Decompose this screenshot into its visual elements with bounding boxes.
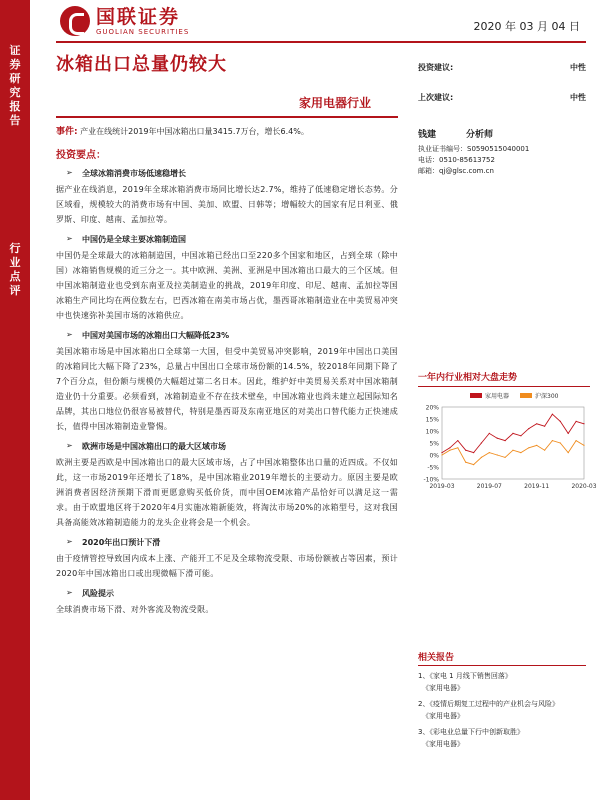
data-point — [457, 440, 458, 441]
related-report-source: 《家用电器》 — [422, 712, 464, 720]
analyst-license: 执业证书编号：S0590515040001 — [418, 145, 530, 153]
related-divider — [418, 665, 586, 666]
data-point — [583, 445, 584, 446]
y-tick-label: 0% — [429, 452, 439, 460]
rating-current: 投资建议: 中性 — [418, 63, 586, 72]
analyst-name: 钱建 — [418, 130, 437, 140]
data-point — [481, 442, 482, 443]
header — [0, 0, 600, 44]
y-tick-label: -10% — [423, 476, 439, 484]
related-heading: 相关报告 — [418, 653, 455, 663]
data-point — [473, 464, 474, 465]
event-summary — [56, 124, 398, 140]
data-point — [576, 421, 577, 422]
data-point — [528, 428, 529, 429]
analyst-role: 分析师 — [466, 130, 494, 140]
section-title: ➢ 风险提示 — [82, 588, 398, 599]
logo — [60, 6, 189, 36]
section-text: 全球消费市场下滑、对外客流及物流受限。 — [56, 605, 214, 614]
data-point — [505, 440, 506, 441]
section-text: 据产业在线消息，2019年全球冰箱消费市场同比增长达2.7%，维持了低速稳定增长态势。分区域看，规模较大的消费市场有中国、美加、欧盟、日韩等；增幅较大的国家有尼日利亚、俄罗斯、印度、越南、孟加拉等。 — [56, 185, 398, 224]
data-point — [552, 440, 553, 441]
rating-box — [418, 50, 586, 110]
section-text: 中国仍是全球最大的冰箱制造国，中国冰箱已经出口至220多个国家和地区，占到全球（除中国）冰箱销售规模的近三分之一。其中欧洲、美洲、亚洲是中国冰箱出口最大的三个区域。但中国冰箱制造业也受到东南亚及拉美制造业的挑战，2019年印度、印尼、越南、孟加拉等国冰箱生产同比均在两位数左右，巴西冰箱在南美市场占优，墨西哥冰箱制造业在中美贸易冲突中也快速弥补美国市场的冰箱供应。 — [56, 251, 398, 320]
series-line-2 — [442, 441, 584, 465]
legend-swatch — [470, 393, 482, 398]
logo-name-cn: 国联证券 — [96, 6, 181, 28]
section-text: 美国冰箱市场是中国冰箱出口全球第一大国，但受中美贸易冲突影响，2019年中国出口美国的冰箱同比大幅下降了23%，总量占中国出口全球市场份额的14.5%，较2018年同期下降了7个百分点，但份额与规模仍大幅超过第二名日本。因此，维护好中美贸易关系对中国冰箱制造业仍十分重要。必须看到，冰箱制造业不存在技术壁垒，中国冰箱业也尚未建立起国际知名品牌，其出口地位仍很容易被替代，特别是墨西哥及东南亚地区的对美出口替代能力正快速成长，值得中国冰箱制造业警惕。 — [56, 347, 398, 431]
y-tick-label: 5% — [429, 440, 439, 448]
plot-area — [442, 407, 584, 479]
logo-name-en: GUOLIAN SECURITIES — [96, 28, 190, 36]
relative-performance-chart — [418, 372, 597, 498]
sidebar-label-review: 行业点评 — [9, 242, 21, 297]
data-point — [536, 423, 537, 424]
data-point — [520, 452, 521, 453]
sidebar-label-research: 证券研究报告 — [9, 44, 21, 127]
data-point — [449, 447, 450, 448]
section-text: 欧洲主要是西欧是中国冰箱出口的最大区域市场，占了中国冰箱整体出口量的近四成。不仅如此，这一市场2019年还增长了18%，是中国冰箱业2019年增长的主要动力。原因主要是欧洲消费者因经济预期下滑而更愿意购买低价货，而中国OEM冰箱产品恰好可以满足这一需求。由于欧盟地区将于2020年4月实施冰箱新能效，将淘汰市场20%的冰箱型号，这对我国具备高能效冰箱制造能力的龙头企业将会是一个机会。 — [56, 458, 398, 527]
data-point — [583, 423, 584, 424]
related-report-link[interactable]: 3、《彩电业总量下行中创新取胜》 — [418, 728, 524, 736]
legend-label: 家用电器 — [485, 393, 510, 400]
title-divider — [56, 116, 398, 118]
logo-icon — [60, 6, 90, 36]
related-reports — [418, 650, 586, 754]
event-label: 事件: — [56, 127, 78, 137]
data-point — [441, 452, 442, 453]
data-point — [481, 457, 482, 458]
data-point — [441, 454, 442, 455]
report-title: 冰箱出口总量仍较大 — [56, 54, 227, 75]
x-tick-label: 2019-07 — [476, 483, 502, 490]
report-date: 2020 年 03 月 04 日 — [473, 20, 580, 33]
legend-swatch — [520, 393, 532, 398]
data-point — [536, 445, 537, 446]
x-tick-label: 2020-03 — [571, 483, 597, 490]
chart-svg — [418, 387, 597, 497]
data-point — [449, 450, 450, 451]
industry-name: 家用电器行业 — [299, 96, 372, 110]
section-text: 由于疫情管控导致国内成本上涨、产能开工不足及全球物流受限、市场份额被占等因素，预计2020年中国冰箱出口或出现微幅下滑可能。 — [56, 554, 398, 578]
data-point — [552, 414, 553, 415]
data-point — [473, 452, 474, 453]
data-point — [576, 440, 577, 441]
data-point — [497, 454, 498, 455]
data-point — [568, 452, 569, 453]
data-point — [560, 421, 561, 422]
y-tick-label: 10% — [425, 428, 439, 436]
analyst-phone: 电话：0510-85613752 — [418, 156, 495, 164]
section-title: ➢ 中国对美国市场的冰箱出口大幅降低23% — [82, 330, 398, 341]
rating-previous: 上次建议: 中性 — [418, 93, 586, 102]
data-point — [505, 457, 506, 458]
data-point — [465, 450, 466, 451]
related-report-link[interactable]: 2、《疫情后期复工过程中的产业机会与风险》 — [418, 700, 559, 708]
main-content — [56, 124, 398, 617]
data-point — [544, 450, 545, 451]
data-point — [497, 438, 498, 439]
key-points-heading: 投资要点： — [56, 150, 106, 161]
header-divider — [56, 41, 586, 43]
data-point — [544, 426, 545, 427]
related-report-link[interactable]: 1、《家电 1 月线下销售回落》 — [418, 672, 512, 680]
related-report-source: 《家用电器》 — [422, 740, 464, 748]
analyst-email[interactable]: 邮箱：qj@glsc.com.cn — [418, 167, 494, 175]
data-point — [465, 462, 466, 463]
y-tick-label: 15% — [425, 416, 439, 424]
data-point — [520, 435, 521, 436]
data-point — [512, 450, 513, 451]
analyst-info — [418, 130, 586, 177]
data-point — [560, 442, 561, 443]
section-title: ➢ 全球冰箱消费市场低速稳增长 — [82, 168, 398, 179]
legend-label: 沪深300 — [535, 393, 559, 400]
x-tick-label: 2019-11 — [524, 483, 550, 490]
section-title: ➢ 中国仍是全球主要冰箱制造国 — [82, 234, 398, 245]
data-point — [528, 447, 529, 448]
event-text: 产业在线统计2019年中国冰箱出口量3415.7万台，增长6.4%。 — [80, 127, 309, 136]
data-point — [568, 433, 569, 434]
x-tick-label: 2019-03 — [429, 483, 455, 490]
y-tick-label: -5% — [427, 464, 439, 472]
data-point — [489, 433, 490, 434]
chart-heading: 一年内行业相对大盘走势 — [418, 373, 518, 383]
data-point — [512, 433, 513, 434]
data-point — [489, 452, 490, 453]
section-title: ➢ 欧洲市场是中国冰箱出口的最大区域市场 — [82, 441, 398, 452]
sidebar — [0, 0, 30, 800]
y-tick-label: 20% — [425, 404, 439, 412]
related-report-source: 《家用电器》 — [422, 684, 464, 692]
data-point — [457, 447, 458, 448]
section-title: ➢ 2020年出口预计下滑 — [82, 537, 398, 548]
